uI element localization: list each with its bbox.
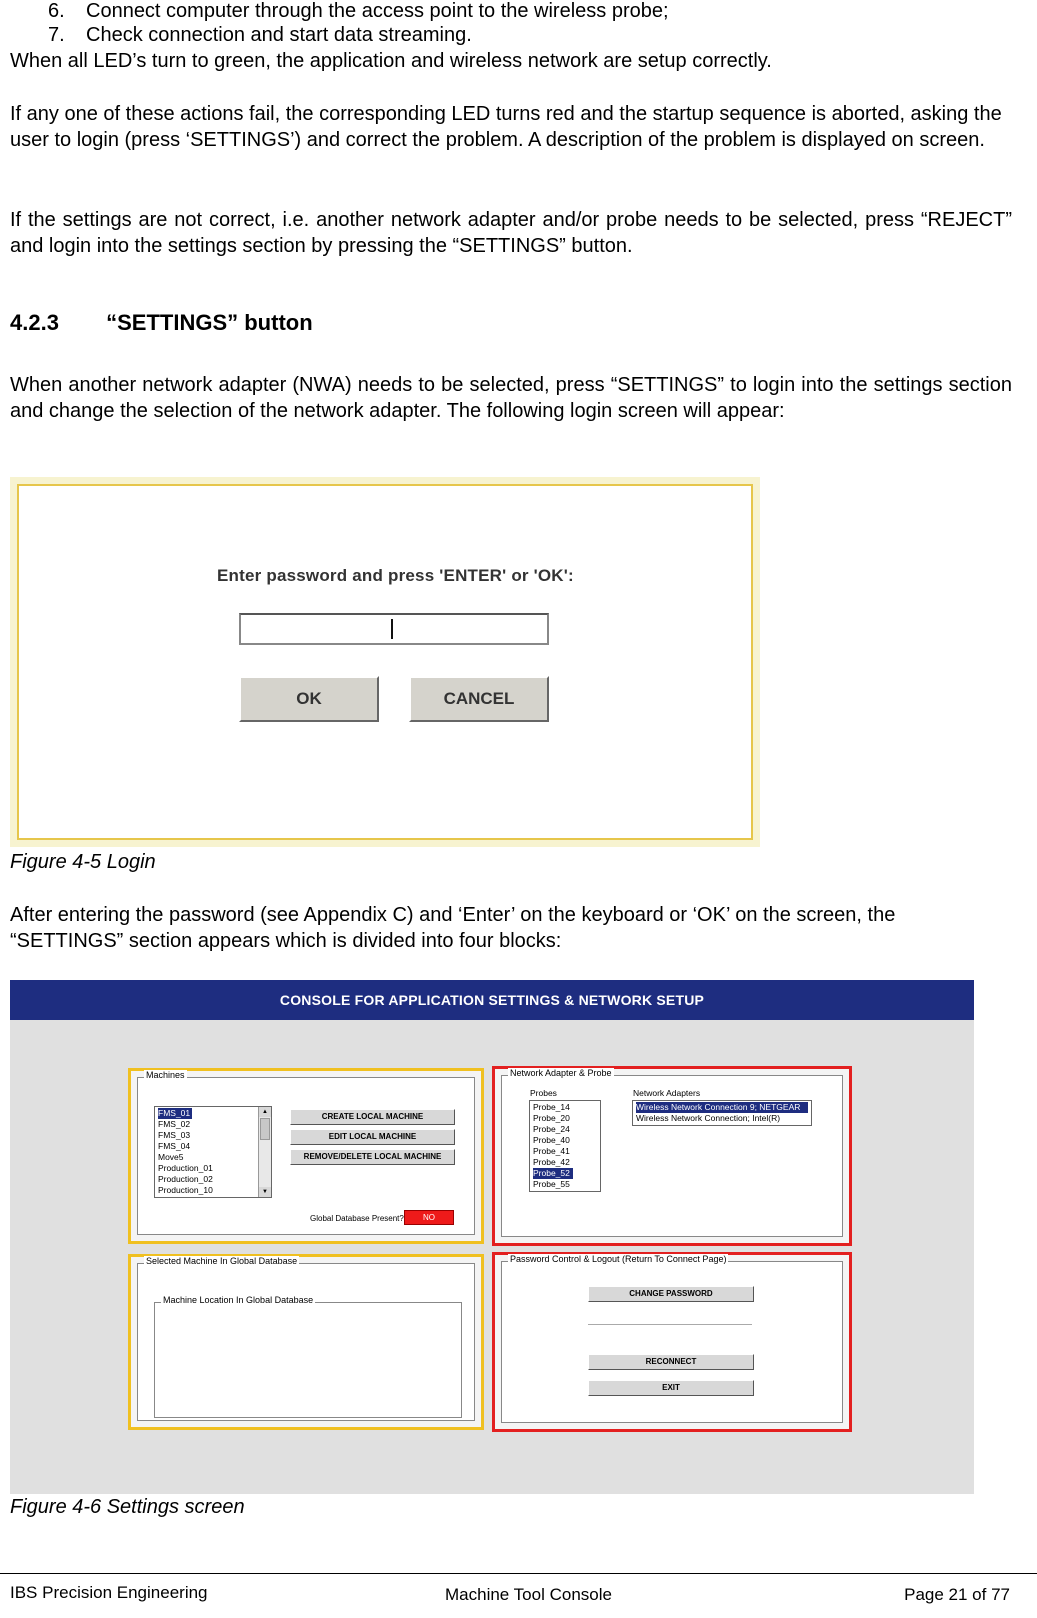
machines-legend: Machines bbox=[146, 1070, 185, 1080]
list-item bbox=[48, 0, 65, 24]
list-item[interactable]: FMS_02 bbox=[158, 1119, 191, 1129]
global-database-status: NO bbox=[404, 1210, 454, 1225]
cancel-button[interactable]: CANCEL bbox=[409, 676, 549, 722]
global-database-label: Global Database Present? bbox=[310, 1214, 404, 1223]
remove-local-machine-button[interactable]: REMOVE/DELETE LOCAL MACHINE bbox=[290, 1149, 455, 1165]
probes-label: Probes bbox=[530, 1088, 557, 1098]
list-item[interactable]: Probe_20 bbox=[533, 1113, 570, 1123]
login-prompt: Enter password and press 'ENTER' or 'OK': bbox=[217, 566, 574, 585]
figure-caption-settings: Figure 4-6 Settings screen bbox=[10, 1496, 245, 1518]
section-number: 4.2.3 bbox=[10, 310, 59, 335]
list-item-text: Check connection and start data streaming. bbox=[86, 24, 472, 46]
adapters-label: Network Adapters bbox=[633, 1088, 701, 1098]
password-control-block bbox=[492, 1252, 852, 1432]
list-item[interactable]: Production_02 bbox=[158, 1174, 213, 1184]
list-item[interactable]: Probe_42 bbox=[533, 1157, 570, 1167]
list-item[interactable]: Production_01 bbox=[158, 1163, 213, 1173]
list-item[interactable]: Probe_41 bbox=[533, 1146, 570, 1156]
machines-list[interactable] bbox=[154, 1106, 272, 1198]
password-control-legend: Password Control & Logout (Return To Connect Page) bbox=[510, 1254, 727, 1264]
figure-caption-login: Figure 4-5 Login bbox=[10, 851, 156, 873]
network-adapter-legend: Network Adapter & Probe bbox=[510, 1068, 612, 1078]
probes-list[interactable] bbox=[529, 1100, 601, 1192]
list-number: 7. bbox=[48, 24, 65, 46]
list-item[interactable]: Probe_52 bbox=[533, 1168, 573, 1179]
edit-local-machine-button[interactable]: EDIT LOCAL MACHINE bbox=[290, 1129, 455, 1145]
scroll-thumb[interactable] bbox=[260, 1118, 270, 1140]
list-item bbox=[48, 22, 65, 48]
login-figure bbox=[10, 477, 760, 847]
list-item-text: Connect computer through the access point to the wireless probe; bbox=[86, 0, 669, 22]
login-dialog bbox=[17, 484, 753, 840]
list-number: 6. bbox=[48, 0, 65, 22]
list-item[interactable]: Probe_14 bbox=[533, 1102, 570, 1112]
network-adapter-block bbox=[492, 1066, 852, 1246]
list-item[interactable]: Wireless Network Connection 9; NETGEAR bbox=[636, 1102, 808, 1113]
list-item[interactable]: FMS_01 bbox=[158, 1108, 191, 1118]
settings-figure bbox=[10, 980, 974, 1494]
password-control-frame bbox=[501, 1254, 843, 1423]
list-item[interactable]: FMS_03 bbox=[158, 1130, 191, 1140]
machines-block bbox=[128, 1068, 484, 1244]
footer-title: Machine Tool Console bbox=[445, 1585, 612, 1604]
machines-scrollbar[interactable] bbox=[258, 1107, 271, 1197]
footer-company: IBS Precision Engineering bbox=[10, 1583, 208, 1602]
paragraph-reject: If the settings are not correct, i.e. another network adapter and/or probe needs to be selected, press “REJECT” and login into the settings section by pressing the “SETTINGS” button. bbox=[10, 209, 1012, 257]
divider bbox=[588, 1324, 752, 1325]
change-password-button[interactable]: CHANGE PASSWORD bbox=[588, 1286, 754, 1302]
password-input[interactable] bbox=[239, 613, 549, 645]
selected-machine-block bbox=[128, 1254, 484, 1430]
list-item[interactable]: Move5 bbox=[158, 1152, 184, 1162]
exit-button[interactable]: EXIT bbox=[588, 1380, 754, 1396]
list-item[interactable]: FMS_04 bbox=[158, 1141, 191, 1151]
network-adapter-frame bbox=[501, 1068, 843, 1237]
list-item[interactable]: Probe_55 bbox=[533, 1179, 570, 1189]
selected-machine-frame bbox=[137, 1256, 475, 1421]
ok-button[interactable]: OK bbox=[239, 676, 379, 722]
list-item[interactable]: Production_10 bbox=[158, 1185, 213, 1195]
machine-location-legend: Machine Location In Global Database bbox=[163, 1295, 314, 1305]
create-local-machine-button[interactable]: CREATE LOCAL MACHINE bbox=[290, 1109, 455, 1125]
paragraph-after: After entering the password (see Appendix C) and ‘Enter’ on the keyboard or ‘OK’ on the screen, the “SETTINGS” section appears which is divided into four blocks: bbox=[10, 904, 896, 952]
list-item[interactable]: Probe_24 bbox=[533, 1124, 570, 1134]
selected-machine-legend: Selected Machine In Global Database bbox=[146, 1256, 298, 1266]
section-heading bbox=[10, 310, 313, 336]
scroll-down-icon[interactable]: ▼ bbox=[259, 1187, 271, 1197]
paragraph-fail: If any one of these actions fail, the corresponding LED turns red and the startup sequence is aborted, asking the user to login (press ‘SETTINGS’) and correct the problem. A description of the problem is displayed on screen. bbox=[10, 103, 1002, 151]
settings-header: CONSOLE FOR APPLICATION SETTINGS & NETWORK SETUP bbox=[10, 980, 974, 1020]
paragraph-leds: When all LED’s turn to green, the application and wireless network are setup correctly. bbox=[10, 50, 772, 72]
text-caret bbox=[391, 619, 393, 639]
reconnect-button[interactable]: RECONNECT bbox=[588, 1354, 754, 1370]
machine-location-group bbox=[154, 1295, 462, 1418]
scroll-up-icon[interactable]: ▲ bbox=[259, 1107, 271, 1117]
list-item[interactable]: Probe_40 bbox=[533, 1135, 570, 1145]
footer-page: Page 21 of 77 bbox=[904, 1585, 1010, 1604]
section-title: “SETTINGS” button bbox=[106, 310, 313, 335]
footer-divider bbox=[0, 1573, 1037, 1574]
list-item[interactable]: Wireless Network Connection; Intel(R) bbox=[636, 1113, 781, 1123]
machines-frame bbox=[137, 1070, 475, 1235]
paragraph-nwa: When another network adapter (NWA) needs to be selected, press “SETTINGS” to login into the settings section and change the selection of the network adapter. The following login screen will appear: bbox=[10, 374, 1012, 422]
adapters-list[interactable] bbox=[632, 1100, 812, 1126]
